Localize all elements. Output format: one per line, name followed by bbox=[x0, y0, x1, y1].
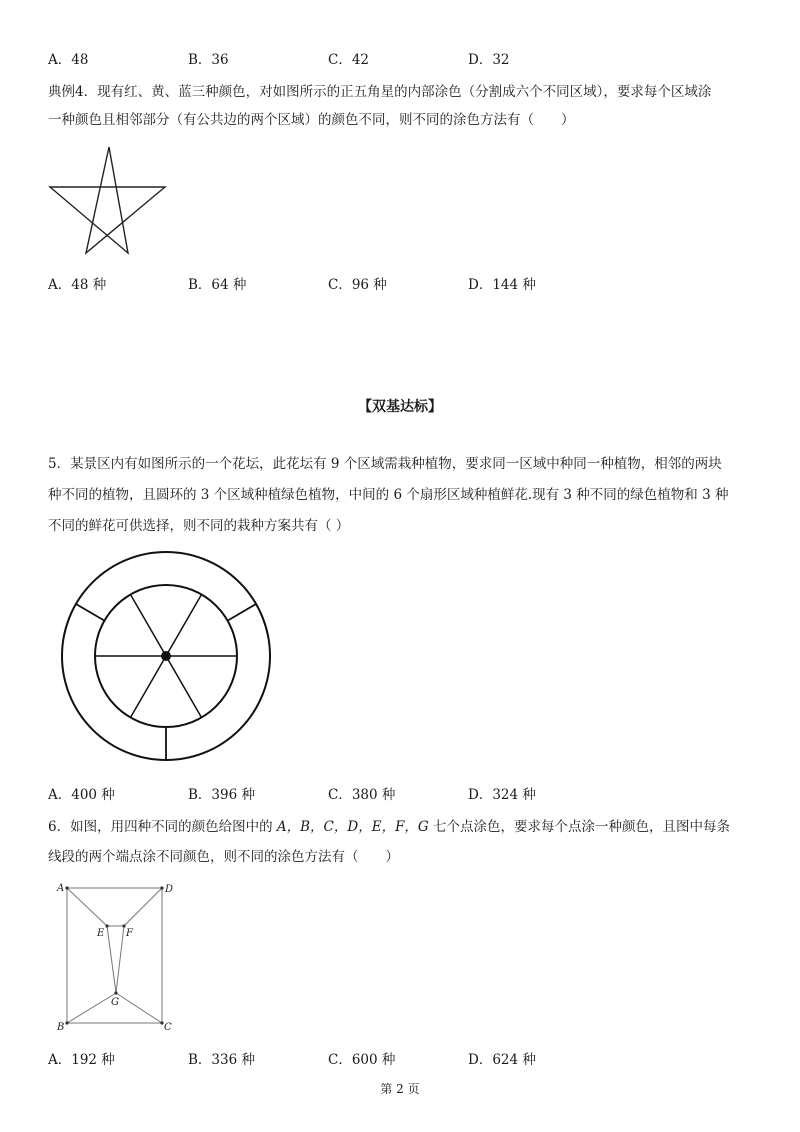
vertex-g bbox=[114, 991, 117, 994]
vertex-b bbox=[65, 1021, 68, 1024]
q4-option-b: B．64 种 bbox=[188, 277, 247, 293]
label-a: A bbox=[57, 883, 65, 894]
vertex-a bbox=[65, 886, 68, 889]
q5-text-line3: 不同的鲜花可供选择，则不同的栽种方案共有（ ） bbox=[48, 518, 350, 534]
q5-text-line2: 种不同的植物，且圆环的 3 个区域种植绿色植物，中间的 6 个扇形区域种植鲜花.现有 3 种不同的绿色植物和 3 种 bbox=[48, 487, 729, 503]
q5-option-c: C．380 种 bbox=[328, 787, 396, 803]
edge-c-g bbox=[116, 993, 162, 1023]
flower-bed-figure bbox=[60, 550, 272, 762]
q4-text-line2: 一种颜色且相邻部分（有公共边的两个区域）的颜色不同，则不同的涂色方法有（ ） bbox=[48, 112, 575, 128]
q5-option-a: A．400 种 bbox=[48, 787, 115, 803]
prev-option-c: C．42 bbox=[328, 52, 370, 68]
q5-text-line1: 5．某景区内有如图所示的一个花坛，此花坛有 9 个区域需栽种植物，要求同一区域中种同一种植物，相邻的两块 bbox=[48, 456, 722, 472]
q6-option-b: B．336 种 bbox=[188, 1052, 255, 1068]
vertex-d bbox=[160, 886, 163, 889]
q6-vertex-list: A，B，C，D，E，F，G bbox=[276, 819, 429, 835]
edge-b-g bbox=[67, 993, 116, 1023]
q4-option-a: A．48 种 bbox=[48, 277, 107, 293]
q5-option-d: D．324 种 bbox=[468, 787, 536, 803]
graph-figure bbox=[55, 878, 180, 1038]
q6-option-c: C．600 种 bbox=[328, 1052, 396, 1068]
prev-option-b: B．36 bbox=[188, 52, 229, 68]
label-c: C bbox=[164, 1022, 172, 1033]
ring-divider bbox=[227, 604, 256, 621]
label-d: D bbox=[165, 884, 174, 895]
page-footer: 第 2 页 bbox=[380, 1082, 420, 1096]
pentagram-figure bbox=[48, 145, 168, 260]
edge-a-e bbox=[67, 888, 107, 926]
prev-option-d: D．32 bbox=[468, 52, 510, 68]
section-title: 【双基达标】 bbox=[358, 399, 442, 415]
label-g: G bbox=[111, 997, 119, 1008]
q6-option-d: D．624 种 bbox=[468, 1052, 536, 1068]
label-b: B bbox=[57, 1022, 65, 1033]
q6-line1-post: 七个点涂色，要求每个点涂一种颜色，且图中每条 bbox=[428, 819, 731, 835]
center-dot bbox=[161, 651, 171, 661]
label-f: F bbox=[126, 928, 133, 939]
label-e: E bbox=[97, 928, 105, 939]
q6-text-line2: 线段的两个端点涂不同颜色，则不同的涂色方法有（ ） bbox=[48, 849, 399, 865]
edge-e-g bbox=[107, 926, 116, 993]
q5-option-b: B．396 种 bbox=[188, 787, 255, 803]
vertex-e bbox=[105, 924, 108, 927]
q4-option-c: C．96 种 bbox=[328, 277, 387, 293]
ring-divider bbox=[76, 604, 105, 621]
prev-option-a: A．48 bbox=[48, 52, 89, 68]
edge-d-f bbox=[124, 888, 162, 926]
edge-f-g bbox=[116, 926, 124, 993]
q4-text-line1: 典例4．现有红、黄、蓝三种颜色，对如图所示的正五角星的内部涂色（分割成六个不同区域），要求每个区域涂 bbox=[48, 84, 712, 100]
q6-text-line1 bbox=[48, 817, 730, 837]
pentagram-star bbox=[50, 147, 165, 253]
q6-option-a: A．192 种 bbox=[48, 1052, 115, 1068]
q4-option-d: D．144 种 bbox=[468, 277, 536, 293]
q6-line1-pre: 6．如图，用四种不同的颜色给图中的 bbox=[48, 819, 277, 835]
